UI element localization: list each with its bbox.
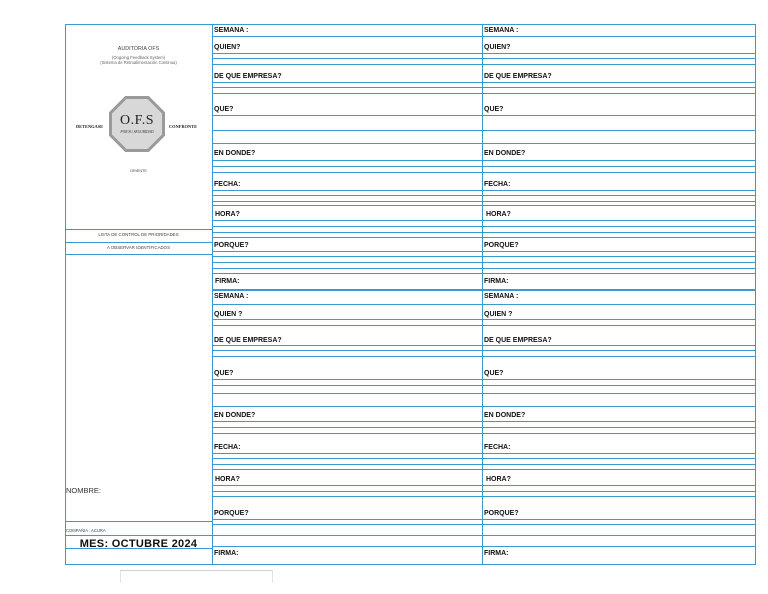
bl-que: QUE? [214, 370, 234, 377]
bl-fecha: FECHA: [214, 444, 241, 451]
logo-subtext: POR SU SEGURIDAD [120, 130, 154, 134]
form-subtitle-1: (Ongoing Feedback System) [111, 55, 166, 60]
tl-porque: PORQUE? [214, 242, 249, 249]
tr-empresa: DE QUE EMPRESA? [484, 73, 552, 80]
row-line-22 [212, 256, 755, 257]
row-line-9 [212, 143, 755, 144]
row-line-4 [212, 82, 755, 83]
row-line-46 [212, 496, 755, 497]
tl-semana: SEMANA : [214, 27, 249, 34]
row-line-10 [212, 160, 755, 161]
tr-porque: PORQUE? [484, 242, 519, 249]
row-line-6 [212, 93, 755, 94]
logo-left-word: DETENGASE [76, 124, 104, 129]
left-sep-4 [65, 535, 212, 536]
br-firma: FIRMA: [484, 550, 509, 557]
row-line-45 [212, 491, 755, 492]
left-sep-0 [65, 229, 212, 230]
tr-fecha: FECHA: [484, 181, 511, 188]
br-quien: QUIEN ? [484, 311, 513, 318]
tr-firma: FIRMA: [484, 278, 509, 285]
bl-semana: SEMANA : [214, 293, 249, 300]
row-line-8 [212, 130, 755, 131]
frame-right [755, 24, 756, 565]
row-line-30 [212, 345, 755, 346]
frame-top [65, 24, 755, 25]
row-line-18 [212, 226, 755, 227]
row-line-33 [212, 379, 755, 380]
priority-list-line-2: A OBSERVAR IDENTIFICADOS [106, 245, 171, 250]
tr-semana: SEMANA : [484, 27, 519, 34]
br-hora: HORA? [486, 476, 511, 483]
bl-firma: FIRMA: [214, 550, 239, 557]
br-donde: EN DONDE? [484, 412, 526, 419]
bl-empresa: DE QUE EMPRESA? [214, 337, 282, 344]
row-line-23 [212, 262, 755, 263]
row-line-28 [212, 319, 755, 320]
tl-fecha: FECHA: [214, 181, 241, 188]
footer-box [120, 570, 273, 583]
row-line-44 [212, 485, 755, 486]
row-line-19 [212, 232, 755, 233]
row-line-2 [212, 58, 755, 59]
row-line-16 [212, 205, 755, 206]
frame-left [65, 24, 66, 564]
row-line-7 [212, 115, 755, 116]
row-line-43 [212, 469, 755, 470]
row-line-32 [212, 356, 755, 357]
tl-hora: HORA? [215, 211, 240, 218]
left-sep-3 [65, 521, 212, 522]
form-title: AUDITORIA OFS [117, 46, 160, 52]
row-line-36 [212, 406, 755, 407]
left-sep-1 [65, 242, 212, 243]
row-line-41 [212, 458, 755, 459]
bl-donde: EN DONDE? [214, 412, 256, 419]
tr-donde: EN DONDE? [484, 150, 526, 157]
form-subtitle-2: (Sistema de Retroalimentación Continua) [100, 60, 177, 65]
row-line-40 [212, 453, 755, 454]
row-line-13 [212, 190, 755, 191]
row-line-25 [212, 273, 755, 274]
row-line-14 [212, 195, 755, 196]
br-porque: PORQUE? [484, 510, 519, 517]
br-semana: SEMANA : [484, 293, 519, 300]
row-line-42 [212, 464, 755, 465]
col-sep-1 [212, 24, 213, 564]
tr-que: QUE? [484, 106, 504, 113]
tl-empresa: DE QUE EMPRESA? [214, 73, 282, 80]
logo-right-word: CONFRONTE [169, 124, 198, 129]
row-line-27 [212, 304, 755, 305]
row-line-1 [212, 53, 755, 54]
tr-hora: HORA? [486, 211, 511, 218]
row-line-39 [212, 433, 755, 434]
row-line-29 [212, 325, 755, 326]
br-fecha: FECHA: [484, 444, 511, 451]
row-line-17 [212, 220, 755, 221]
br-que: QUE? [484, 370, 504, 377]
ofs-logo [109, 96, 165, 152]
row-line-3 [212, 64, 755, 65]
row-line-34 [212, 385, 755, 386]
row-line-47 [212, 519, 755, 520]
row-line-20 [212, 237, 755, 238]
row-line-11 [212, 166, 755, 167]
row-line-12 [212, 172, 755, 173]
row-line-48 [212, 524, 755, 525]
row-line-35 [212, 393, 755, 394]
tl-que: QUE? [214, 106, 234, 113]
logo-text: O.F.S [119, 113, 155, 128]
row-line-38 [212, 427, 755, 428]
row-line-49 [212, 535, 755, 536]
row-line-15 [212, 201, 755, 202]
row-line-5 [212, 87, 755, 88]
tr-quien: QUIEN? [484, 44, 511, 51]
left-sep-2 [65, 254, 212, 255]
br-empresa: DE QUE EMPRESA? [484, 337, 552, 344]
tl-donde: EN DONDE? [214, 150, 256, 157]
frame-bottom [65, 564, 755, 565]
bl-hora: HORA? [215, 476, 240, 483]
row-line-21 [212, 251, 755, 252]
tl-quien: QUIEN? [214, 44, 241, 51]
row-line-0 [212, 36, 755, 37]
bl-porque: PORQUE? [214, 510, 249, 517]
tl-firma: FIRMA: [215, 278, 240, 285]
month-label: MES: OCTUBRE 2024 [79, 538, 198, 550]
row-line-24 [212, 268, 755, 269]
compania-label: COMPAÑIA : ACURA [66, 528, 106, 533]
col-sep-2 [482, 24, 483, 564]
row-line-37 [212, 421, 755, 422]
bl-quien: QUIEN ? [214, 311, 243, 318]
priority-list-line-1: LISTA DE CONTROL DE PRIORIDADES [98, 232, 179, 237]
row-line-31 [212, 350, 755, 351]
nombre-label: NOMBRE: [66, 486, 102, 495]
row-line-50 [212, 546, 755, 547]
section-separator [212, 289, 755, 291]
logo-below-word: ORIENTE [130, 169, 147, 173]
